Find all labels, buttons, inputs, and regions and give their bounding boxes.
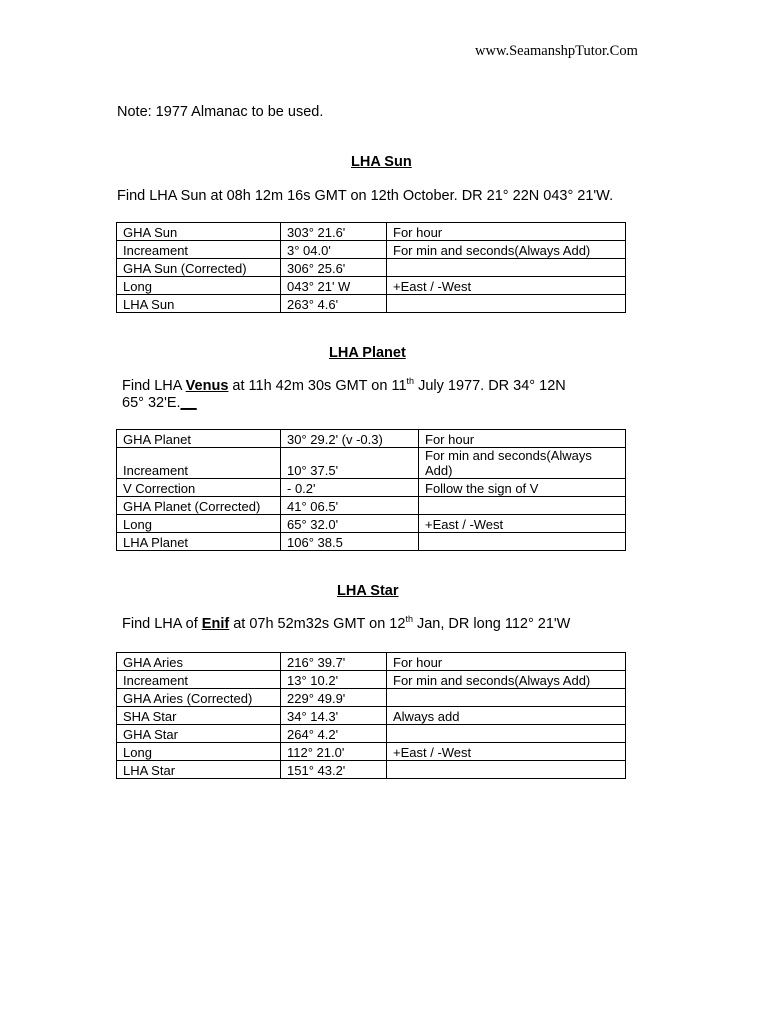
row-note (387, 725, 626, 743)
table-row (117, 430, 626, 448)
table-row (117, 241, 626, 259)
heading-lha-star: LHA Star (337, 583, 399, 599)
row-label: GHA Sun (117, 223, 281, 241)
row-note: For hour (387, 223, 626, 241)
row-value: 10° 37.5' (281, 448, 419, 479)
table-row (117, 515, 626, 533)
row-note: Follow the sign of V (419, 479, 626, 497)
answer-blank: __ (180, 395, 197, 411)
row-label: Increament (117, 671, 281, 689)
row-label: V Correction (117, 479, 281, 497)
row-label: GHA Sun (Corrected) (117, 259, 281, 277)
row-label: Increament (117, 241, 281, 259)
row-note: For hour (419, 430, 626, 448)
row-label: LHA Sun (117, 295, 281, 313)
body-name: Venus (185, 378, 229, 394)
row-note: For min and seconds(Always Add) (419, 448, 626, 479)
row-value: - 0.2' (281, 479, 419, 497)
row-label: Long (117, 277, 281, 295)
table-lha-sun (116, 222, 626, 313)
body-name: Enif (201, 616, 230, 632)
table-row (117, 707, 626, 725)
row-value: 30° 29.2' (v -0.3) (281, 430, 419, 448)
question-text: Find LHA of (122, 616, 202, 632)
table-row (117, 671, 626, 689)
row-label: Increament (117, 448, 281, 479)
table-row (117, 277, 626, 295)
row-value: 41° 06.5' (281, 497, 419, 515)
table-row (117, 448, 626, 479)
table-row (117, 653, 626, 671)
table-row (117, 689, 626, 707)
row-note: For min and seconds(Always Add) (387, 241, 626, 259)
question-text: at 07h 52m32s GMT on 12 (229, 616, 406, 632)
row-note (387, 689, 626, 707)
question-text: Jan, DR long 112° 21'W (412, 616, 571, 632)
row-label: GHA Aries (117, 653, 281, 671)
row-label: GHA Aries (Corrected) (117, 689, 281, 707)
table-lha-star (116, 652, 626, 779)
row-value: 229° 49.9' (281, 689, 387, 707)
row-value: 043° 21' W (281, 277, 387, 295)
question-text: July 1977. DR 34° 12N (414, 378, 566, 394)
question-sun: Find LHA Sun at 08h 12m 16s GMT on 12th October. DR 21° 22N 043° 21'W. (117, 188, 614, 204)
row-note (387, 295, 626, 313)
row-note: Always add (387, 707, 626, 725)
row-value: 3° 04.0' (281, 241, 387, 259)
row-value: 112° 21.0' (281, 743, 387, 761)
row-label: GHA Planet (Corrected) (117, 497, 281, 515)
row-value: 106° 38.5 (281, 533, 419, 551)
table-row (117, 223, 626, 241)
heading-lha-planet: LHA Planet (329, 345, 406, 361)
table-row (117, 497, 626, 515)
table-row (117, 743, 626, 761)
row-note (419, 533, 626, 551)
question-text: 65° 32'E. (122, 395, 181, 411)
table-lha-planet (116, 429, 626, 551)
question-star (122, 616, 570, 632)
row-note: For hour (387, 653, 626, 671)
row-note (387, 761, 626, 779)
table-row (117, 761, 626, 779)
row-note: +East / -West (387, 743, 626, 761)
row-label: LHA Planet (117, 533, 281, 551)
almanac-note: Note: 1977 Almanac to be used. (117, 104, 324, 120)
row-label: Long (117, 515, 281, 533)
row-note: +East / -West (419, 515, 626, 533)
question-planet (122, 378, 566, 412)
row-value: 303° 21.6' (281, 223, 387, 241)
table-row (117, 533, 626, 551)
ordinal-suffix: th (406, 376, 415, 387)
row-value: 216° 39.7' (281, 653, 387, 671)
question-text: Find LHA (122, 378, 186, 394)
row-value: 151° 43.2' (281, 761, 387, 779)
row-label: SHA Star (117, 707, 281, 725)
row-value: 306° 25.6' (281, 259, 387, 277)
table-row (117, 479, 626, 497)
row-note (387, 259, 626, 277)
table-row (117, 259, 626, 277)
row-note (419, 497, 626, 515)
row-label: GHA Planet (117, 430, 281, 448)
row-value: 34° 14.3' (281, 707, 387, 725)
table-row (117, 295, 626, 313)
row-note: +East / -West (387, 277, 626, 295)
row-note: For min and seconds(Always Add) (387, 671, 626, 689)
table-row (117, 725, 626, 743)
ordinal-suffix: th (405, 614, 413, 625)
heading-lha-sun: LHA Sun (351, 154, 412, 170)
header-url: www.SeamanshpTutor.Com (475, 43, 638, 59)
row-label: LHA Star (117, 761, 281, 779)
question-text: at 11h 42m 30s GMT on 11 (228, 378, 407, 394)
row-value: 263° 4.6' (281, 295, 387, 313)
row-label: GHA Star (117, 725, 281, 743)
row-value: 264° 4.2' (281, 725, 387, 743)
row-value: 13° 10.2' (281, 671, 387, 689)
row-label: Long (117, 743, 281, 761)
row-value: 65° 32.0' (281, 515, 419, 533)
